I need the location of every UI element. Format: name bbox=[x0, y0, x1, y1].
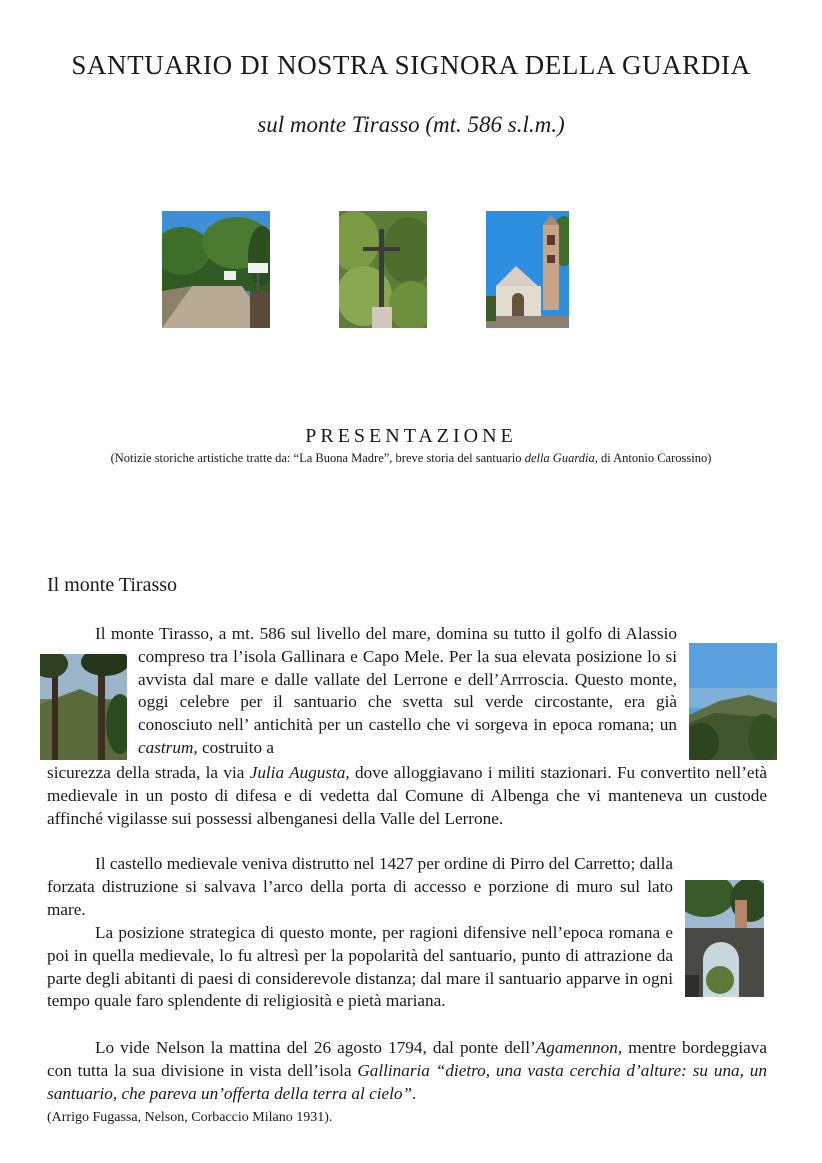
paragraph-1-rest: sicurezza della strada, la via bbox=[47, 763, 250, 782]
paragraph-1-lines bbox=[95, 623, 677, 760]
paragraph-1-text: Il monte Tirasso, a mt. 586 sul livello del mare, domina su tutto il golfo di Alassio compreso tra l’isola Gallinara e Capo Mele. Per la sua elevata posizione lo si avvista dal mare e dalle vallate del Lerrone e dell’Arrroscia. Questo monte, oggi celebre per il santuario che svetta sul verde circostante, era già conosciuto nell’ antichità per un castello che vi sorgeva in epoca romana; un bbox=[95, 624, 677, 735]
term-gallinaria: Gallinaria bbox=[357, 1060, 430, 1080]
term-castrum: castrum, bbox=[138, 737, 198, 757]
paragraph-4-text: Lo vide Nelson la mattina del 26 agosto 1794, dal ponte dell’ bbox=[95, 1038, 536, 1057]
paragraph-1-full bbox=[47, 762, 767, 830]
section-title-presentazione: PRESENTAZIONE bbox=[305, 425, 517, 447]
photo-panorama bbox=[689, 643, 777, 760]
pini-collina-icon bbox=[40, 654, 127, 760]
photo-viale bbox=[162, 211, 270, 328]
term-agamennon: Agamennon, bbox=[535, 1038, 623, 1057]
photo-croce bbox=[339, 211, 427, 328]
paragraph-1-end: dove alloggiavano i militi stazionari. Fu convertito nell’età medievale in un posto di difesa e di vedetta dal Comune di Albenga che vi manteneva un custode affinché vigilasse sui possessi albenganesi della Valle del Lerrone. bbox=[47, 763, 767, 828]
arco-porta-icon bbox=[685, 880, 764, 997]
paragraph-1-wrapped bbox=[95, 623, 677, 760]
section-heading: Il monte Tirasso bbox=[47, 574, 178, 596]
source-note bbox=[0, 451, 822, 466]
paragraph-1-continued: costruito a bbox=[197, 737, 275, 757]
paragraph-4 bbox=[47, 1037, 767, 1105]
nelson-quote: “dietro, una vasta cerchia d’alture: su una, un santuario, che pareva un’offerta della terra al cielo” bbox=[47, 1060, 767, 1103]
photo-campanile bbox=[486, 211, 569, 328]
term-julia-augusta: Julia Augusta, bbox=[249, 763, 350, 782]
page-title: SANTUARIO DI NOSTRA SIGNORA DELLA GUARDIA bbox=[71, 50, 751, 80]
viale-alberato-icon bbox=[162, 211, 270, 328]
photo-arco bbox=[685, 880, 764, 997]
paragraph-4-continued: mentre bordeggiava con tutta la sua divisione in vista dell’isola bbox=[47, 1038, 767, 1080]
source-note-italic: della Guardia, bbox=[524, 451, 598, 465]
paragraph-4-end: . bbox=[412, 1083, 417, 1103]
photo-pini bbox=[40, 654, 127, 760]
citation: (Arrigo Fugassa, Nelson, Corbaccio Milano 1931). bbox=[47, 1110, 333, 1125]
panorama-mare-icon bbox=[689, 643, 777, 760]
paragraph-2-text: Il castello medievale veniva distrutto nel 1427 per ordine di Pirro del Carretto; dalla forzata distruzione si salvava l’arco della porta di accesso e porzione di muro sul lato mare. bbox=[47, 854, 673, 919]
croce-icon bbox=[339, 211, 427, 328]
campanile-santuario-icon bbox=[486, 211, 569, 328]
source-note-end: di Antonio Carossino) bbox=[597, 451, 712, 465]
paragraph-3: La posizione strategica di questo monte, per ragioni difensive nell’epoca romana e poi in quella medievale, lo fu altresì per la popolarità del santuario, punto di attrazione da parte degli abitanti di paesi di considerevole distanza; dal mare il santuario apparve in ogni tempo quale faro splendente di religiosità e pietà mariana. bbox=[47, 923, 673, 1011]
source-note-text: (Notizie storiche artistiche tratte da: “La Buona Madre”, breve storia del santuario bbox=[110, 451, 525, 465]
page-subtitle: sul monte Tirasso (mt. 586 s.l.m.) bbox=[257, 112, 565, 137]
